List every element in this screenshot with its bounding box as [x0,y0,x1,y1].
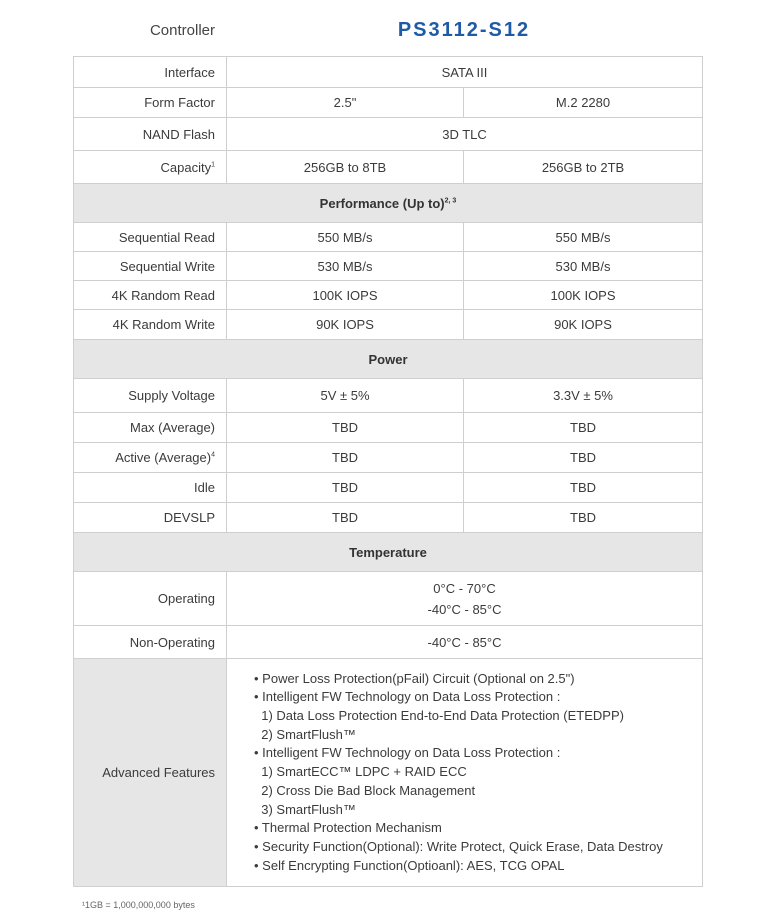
idle-value-1: TBD [227,473,464,503]
max-average-label: Max (Average) [74,413,227,443]
perf-value-1: 100K IOPS [227,281,464,310]
idle-label: Idle [74,473,227,503]
capacity-footnote-mark: 1 [211,161,215,169]
perf-value-2: 550 MB/s [464,223,703,252]
table-row [74,88,703,118]
list-item: 3) SmartFlush™ [254,801,356,817]
non-operating-label: Non-Operating [74,626,227,659]
advanced-features-value [227,659,703,887]
devslp-label: DEVSLP [74,503,227,533]
controller-label: Controller [149,22,215,39]
performance-title: Performance (Up to) [319,195,445,211]
controller-title: PS3112-S12 [397,19,531,41]
table-row [74,118,703,151]
capacity-value-1: 256GB to 8TB [227,151,464,184]
devslp-value-2: TBD [464,503,703,533]
temperature-heading: Temperature [74,533,703,572]
supply-voltage-value-2: 3.3V ± 5% [464,379,703,413]
active-average-label [74,443,227,473]
table-row [74,223,703,252]
perf-value-2: 90K IOPS [464,310,703,340]
non-operating-value: -40°C - 85°C [227,626,703,659]
perf-value-2: 100K IOPS [464,281,703,310]
perf-value-1: 550 MB/s [227,223,464,252]
supply-voltage-value-1: 5V ± 5% [227,379,464,413]
max-average-value-2: TBD [464,413,703,443]
advanced-features-label: Advanced Features [74,659,227,887]
table-row [74,151,703,184]
list-item: 2) Cross Die Bad Block Management [254,782,476,798]
table-row [74,659,703,887]
capacity-label [74,151,227,184]
active-average-label-text: Active (Average) [115,450,212,465]
spec-table [73,56,703,887]
active-average-value-1: TBD [227,443,464,473]
performance-footnote-mark: 2, 3 [444,197,457,205]
section-row [74,184,703,223]
form-factor-value-1: 2.5" [227,88,464,118]
table-row [74,310,703,340]
active-footnote-mark: 4 [211,451,215,459]
nand-label: NAND Flash [74,118,227,151]
table-row [74,626,703,659]
perf-value-1: 530 MB/s [227,252,464,281]
list-item: • Intelligent FW Technology on Data Loss Protection : [254,689,561,705]
perf-value-1: 90K IOPS [227,310,464,340]
power-heading: Power [74,340,703,379]
list-item: 2) SmartFlush™ [254,726,356,742]
advanced-features-list [227,670,702,876]
list-item: • Intelligent FW Technology on Data Loss Protection : [254,745,561,761]
perf-label: 4K Random Read [74,281,227,310]
section-row [74,533,703,572]
perf-label: 4K Random Write [74,310,227,340]
table-row [74,443,703,473]
operating-label: Operating [74,572,227,626]
capacity-value-2: 256GB to 2TB [464,151,703,184]
table-row [74,413,703,443]
table-row [74,252,703,281]
list-item: 1) SmartECC™ LDPC + RAID ECC [254,764,467,780]
supply-voltage-label: Supply Voltage [74,379,227,413]
capacity-label-text: Capacity [160,159,212,175]
table-row [74,473,703,503]
operating-range-commercial: 0°C - 70°C [433,580,496,596]
list-item: • Security Function(Optional): Write Protect, Quick Erase, Data Destroy [254,838,663,854]
interface-label: Interface [74,57,227,88]
table-row [74,572,703,626]
perf-label: Sequential Read [74,223,227,252]
table-row [74,503,703,533]
table-row [74,57,703,88]
interface-value: SATA III [227,57,703,88]
list-item: • Self Encrypting Function(Optioanl): AES, TCG OPAL [254,857,565,873]
idle-value-2: TBD [464,473,703,503]
perf-value-2: 530 MB/s [464,252,703,281]
devslp-value-1: TBD [227,503,464,533]
max-average-value-1: TBD [227,413,464,443]
table-row [74,281,703,310]
list-item: • Thermal Protection Mechanism [254,820,442,836]
spec-header [0,0,766,56]
operating-value [227,572,703,626]
performance-heading [74,184,703,223]
footnote: ¹1GB = 1,000,000,000 bytes [82,900,195,910]
active-average-value-2: TBD [464,443,703,473]
perf-label: Sequential Write [74,252,227,281]
operating-range-industrial: -40°C - 85°C [427,601,502,617]
table-row [74,379,703,413]
form-factor-value-2: M.2 2280 [464,88,703,118]
list-item: • Power Loss Protection(pFail) Circuit (Optional on 2.5") [254,670,575,686]
nand-value: 3D TLC [227,118,703,151]
list-item: 1) Data Loss Protection End-to-End Data Protection (ETEDPP) [254,708,624,724]
form-factor-label: Form Factor [74,88,227,118]
section-row [74,340,703,379]
